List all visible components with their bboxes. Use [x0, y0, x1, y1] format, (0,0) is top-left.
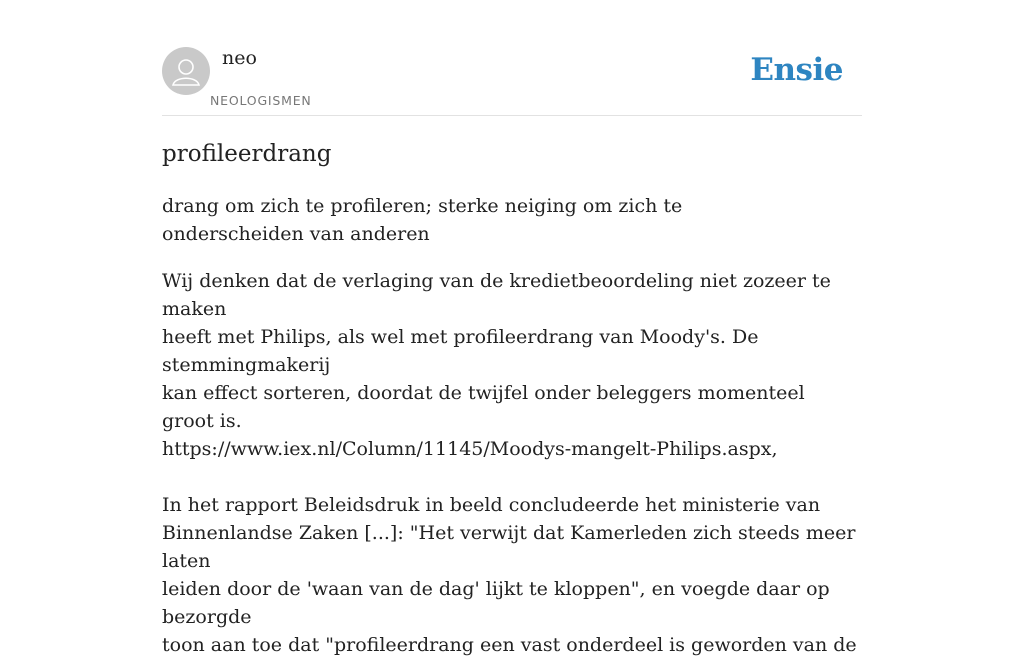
example-line: leiden door de 'waan van de dag' lijkt te kloppen", en voegde daar op bezorgde	[162, 578, 830, 628]
entry-header	[162, 0, 862, 116]
entry-definition: drang om zich te profileren; sterke neiging om zich te onderscheiden van anderen	[162, 195, 683, 245]
entry-title: profileerdrang	[162, 141, 332, 167]
ensie-logo[interactable]: Ensie	[750, 52, 843, 88]
example-line: Wij denken dat de verlaging van de kredietbeoordeling niet zozeer te maken	[162, 270, 831, 320]
username[interactable]: neo	[222, 47, 257, 69]
example-line: heeft met Philips, als wel met profileerdrang van Moody's. De stemmingmakerij	[162, 326, 759, 376]
entry-example	[162, 267, 862, 659]
example-source-link[interactable]: https://www.iex.nl/Column/11145/Moodys-mangelt-Philips.aspx,	[162, 438, 778, 460]
paragraph-gap	[162, 463, 862, 491]
example-line: In het rapport Beleidsdruk in beeld concludeerde het ministerie van	[162, 494, 821, 516]
example-line: toon aan toe dat "profileerdrang een vast onderdeel is geworden van de	[162, 634, 857, 656]
example-line: Binnenlandse Zaken [...]: "Het verwijt dat Kamerleden zich steeds meer laten	[162, 522, 856, 572]
category-label[interactable]: NEOLOGISMEN	[210, 93, 312, 108]
user-avatar-icon[interactable]	[162, 47, 210, 95]
entry-page	[162, 0, 862, 656]
example-line: kan effect sorteren, doordat de twijfel onder beleggers momenteel groot is.	[162, 382, 805, 432]
